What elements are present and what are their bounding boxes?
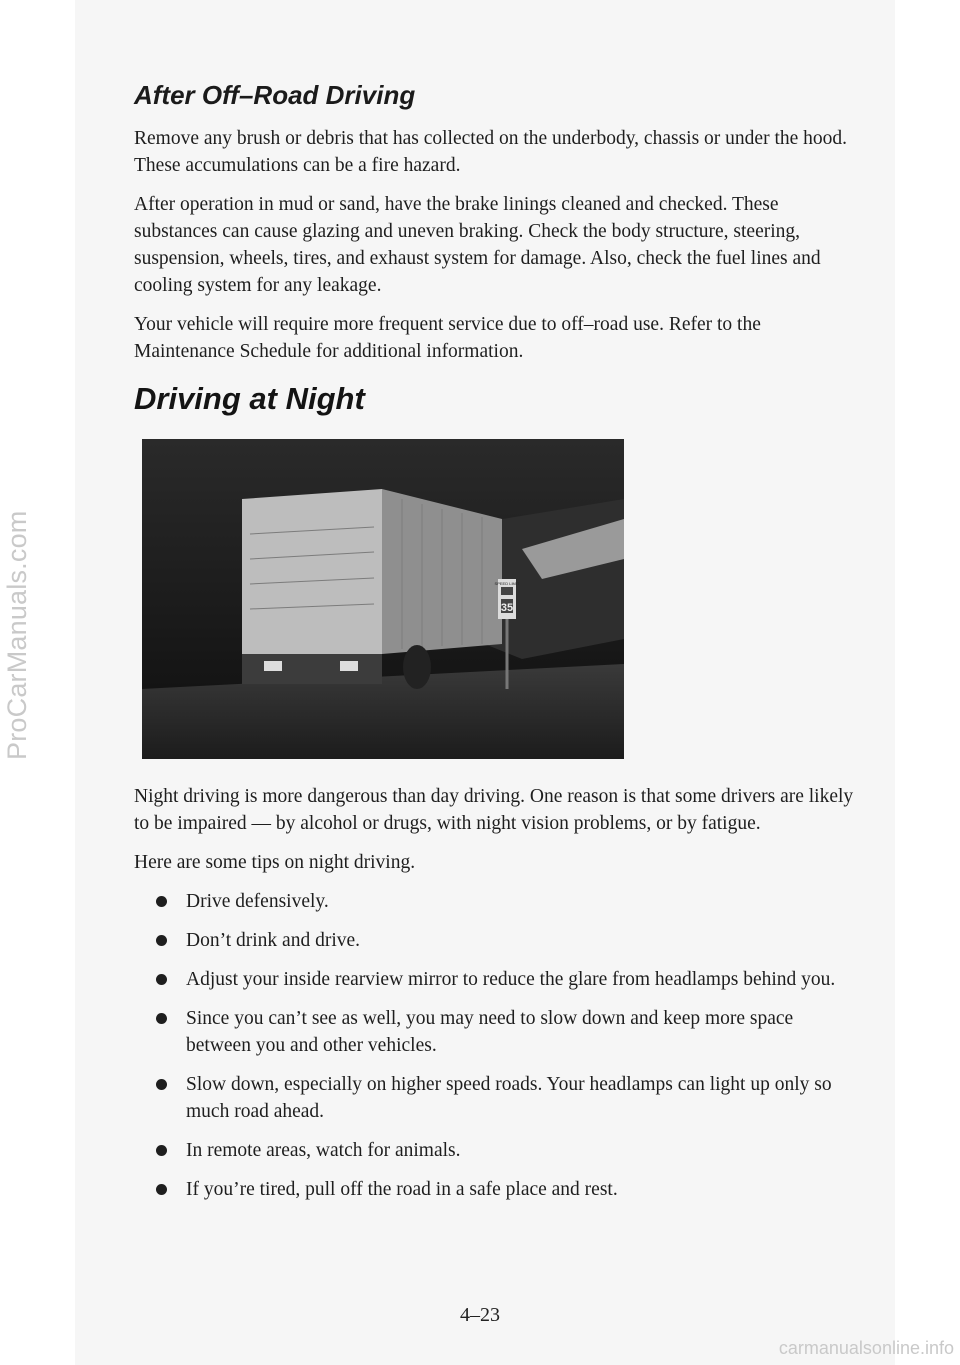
bullet-icon	[156, 896, 167, 907]
tip-item	[156, 927, 854, 954]
bullet-icon	[156, 1079, 167, 1090]
bullet-icon	[156, 974, 167, 985]
tip-item	[156, 1176, 854, 1203]
bullet-icon	[156, 1013, 167, 1024]
side-watermark: ProCarManuals.com	[2, 510, 32, 760]
night-driving-tips	[134, 888, 854, 1203]
sign-number-text: 35	[500, 602, 514, 614]
tip-item	[156, 966, 854, 993]
bullet-icon	[156, 1184, 167, 1195]
tip-item	[156, 1005, 854, 1059]
truck-illustration	[142, 439, 624, 759]
tip-text: In remote areas, watch for animals.	[186, 1140, 461, 1161]
off-road-paragraph-3: Your vehicle will require more frequent service due to off–road use. Refer to the Maintenance Schedule for additional information.	[134, 314, 761, 362]
tip-text: Don’t drink and drive.	[186, 930, 361, 951]
tip-text: Slow down, especially on higher speed roads. Your headlamps can light up only so much road ahead.	[186, 1074, 832, 1122]
tip-item	[156, 888, 854, 915]
night-paragraph-1: Night driving is more dangerous than day driving. One reason is that some drivers are likely to be impaired — by alcohol or drugs, with night vision problems, or by fatigue.	[134, 786, 854, 834]
tip-item	[156, 1137, 854, 1164]
off-road-paragraph-1: Remove any brush or debris that has collected on the underbody, chassis or under the hood. These accumulations can be a fire hazard.	[134, 128, 848, 176]
bullet-icon	[156, 1145, 167, 1156]
off-road-paragraph-2: After operation in mud or sand, have the brake linings cleaned and checked. These substances can cause glazing and uneven braking. Check the body structure, steering, suspension, wheels, tires, and exhaust system for damage. Also, check the fuel lines and cooling system for any leakage.	[134, 194, 821, 296]
night-driving-heading: Driving at Night	[134, 381, 365, 416]
night-paragraph-2: Here are some tips on night driving.	[134, 852, 416, 873]
night-truck-photo	[142, 439, 624, 759]
tip-text: If you’re tired, pull off the road in a safe place and rest.	[186, 1179, 618, 1200]
tip-text: Since you can’t see as well, you may need to slow down and keep more space between you and other vehicles.	[186, 1008, 794, 1056]
tip-item	[156, 1071, 854, 1125]
footer-watermark: carmanualsonline.info	[778, 1338, 954, 1358]
tip-text: Adjust your inside rearview mirror to reduce the glare from headlamps behind you.	[186, 969, 836, 990]
bullet-icon	[156, 935, 167, 946]
page-content	[134, 80, 854, 1215]
off-road-heading: After Off–Road Driving	[134, 80, 416, 110]
tip-text: Drive defensively.	[186, 891, 329, 912]
sign-top-text: SPEED LIMIT	[494, 581, 520, 586]
page-number: 4–23	[460, 1304, 500, 1326]
